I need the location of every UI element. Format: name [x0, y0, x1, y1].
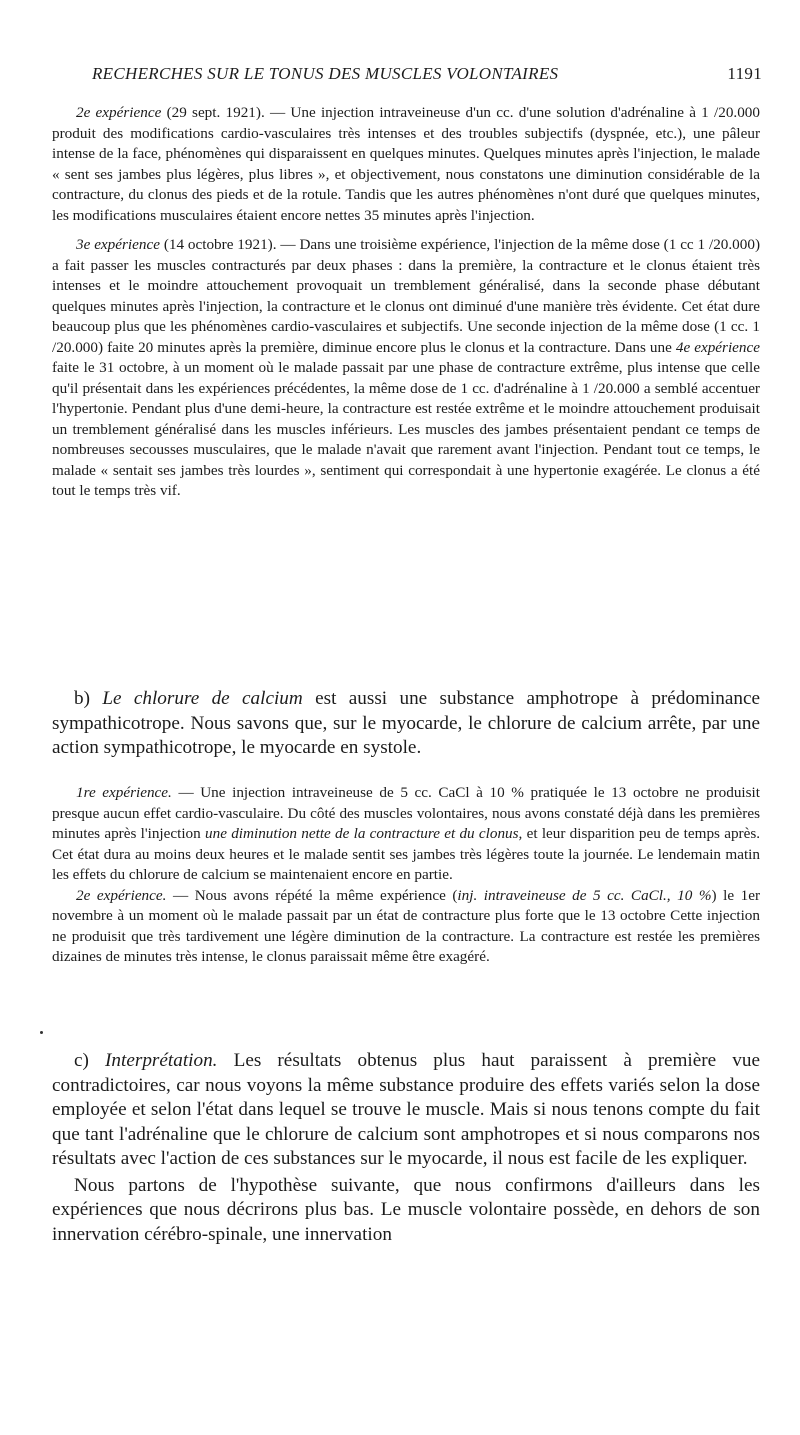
margin-mark — [40, 1031, 43, 1034]
experiment-text: ) le 1er novembre à un moment où le malade passait par un état de contracture plus forte que le 13 octobre Cette injection ne produisit que très tardivement une légère diminution de la contracture. La contracture est restée les premières dizaines de minutes très intense, le clonus paraissait même être exagéré. — [52, 886, 760, 965]
experiment-1-calcium — [52, 783, 760, 886]
experiment-block-calcium — [52, 783, 760, 968]
experiment-3-adrenaline — [52, 235, 760, 502]
experiment-emphasis: inj. intraveineuse de 5 cc. CaCl., 10 % — [457, 886, 712, 904]
experiment-4-label: 4e expérience — [675, 338, 760, 356]
running-header — [92, 64, 762, 84]
section-b — [52, 687, 760, 761]
experiment-text: — Nous avons répété la même expérience ( — [172, 886, 458, 904]
experiment-date: (14 octobre 1921). — [163, 236, 277, 253]
section-c-title: Interprétation. — [105, 1050, 218, 1071]
experiment-date: (29 sept. 1921). — [166, 104, 265, 121]
section-b-paragraph — [52, 687, 760, 761]
experiment-text: faite le 31 octobre, à un moment où le malade passait par une phase de contracture extrême, plus intense que celle qu'il présentait dans les expériences précédentes, la même dose de 1 cc. d'adrénaline à 1 /20.000 a semblé accentuer l'hypertonie. Pendant plus d'une demi-heure, la contracture est restée extrême et le moindre attouchement produisait un tremblement généralisé dans les muscles inférieurs. Les muscles des jambes présentaient pendant ce temps de nombreuses secousses musculaires, que le malade n'avait que rarement avant l'injection. Pendant tout ce temps, le malade « sentait ses jambes très lourdes », sentiment qui correspondait à une hypertonie exagérée. Le clonus a été tout le temps très vif. — [52, 359, 760, 499]
section-c-paragraph — [52, 1049, 760, 1172]
page-number: 1191 — [727, 64, 762, 83]
section-c-text: Les résultats obtenus plus haut paraissent à première vue contradictoires, car nous voyons la même substance produire des effets variés selon la dose employée et selon l'état dans lequel se trouve le muscle. Mais si nous tenons compte du fait que tant l'adrénaline que le chlorure de calcium sont amphotropes et si nous comparons nos résultats avec l'action de ces substances sur le myocarde, il nous est facile de les expliquer. — [52, 1050, 761, 1169]
section-b-text: est aussi une substance amphotrope à prédominance sympathicotrope. Nous savons que, sur le myocarde, le chlorure de calcium arrête, par une action sympathicotrope, le myocarde en systole. — [52, 688, 760, 758]
section-c — [52, 1049, 760, 1247]
experiment-2-calcium — [52, 886, 760, 968]
experiment-text: — Une injection intraveineuse de 5 cc. CaCl à 10 % pratiquée le 13 octobre ne produisit presque aucun effet cardio-vasculaire. Du côté des muscles volontaires, nous avons constaté déjà dans les premières minutes après l'injection — [52, 784, 760, 842]
experiment-label: 1re expérience. — [76, 784, 172, 801]
experiment-label: 2e expérience — [76, 104, 162, 121]
section-b-title: Le chlorure de calcium — [102, 688, 303, 709]
section-b-prefix: b) — [74, 688, 103, 709]
experiment-block-adrenaline — [52, 103, 760, 502]
experiment-label: 3e expérience — [76, 236, 160, 253]
experiment-label: 2e expérience. — [76, 886, 167, 904]
section-c-prefix: c) — [74, 1050, 106, 1071]
experiment-text: — Dans une troisième expérience, l'injection de la même dose (1 cc 1 /20.000) a fait passer les muscles contracturés par deux phases : dans la première, la contracture et le clonus étaient très intenses et le moindre attouchement provoquait un tremblement généralisé, dans la seconde phase débutant quelques minutes après l'injection, la contracture et le clonus ont diminué d'une manière très évidente. Cet état dure beaucoup plus que les phénomènes cardio-vasculaires et subjectifs. Une seconde injection de la même dose (1 cc. 1 /20.000) faite 20 minutes après la première, diminue encore plus le clonus et la contracture. Dans une — [52, 236, 761, 356]
final-paragraph: Nous partons de l'hypothèse suivante, que nous confirmons d'ailleurs dans les expériences que nous décrirons plus bas. Le muscle volontaire possède, en dehors de son innervation cérébro-spinale, une innervation — [52, 1174, 760, 1245]
running-title: RECHERCHES SUR LE TONUS DES MUSCLES VOLONTAIRES — [92, 64, 559, 83]
experiment-2-adrenaline — [52, 103, 760, 226]
experiment-emphasis: une diminution nette de la contracture et du clonus, — [205, 825, 523, 842]
experiment-text: — Une injection intraveineuse d'un cc. d'une solution d'adrénaline à 1 /20.000 produit des modifications cardio-vasculaires très intenses et des troubles subjectifs (dyspnée, etc.), une pâleur intense de la face, phénomènes qui disparaissent en quelques minutes. Quelques minutes après l'injection, le malade « sent ses jambes plus légères, plus libres », et objectivement, nous constatons une diminution considérable de la contracture, du clonus des pieds et de la rotule. Tandis que les autres phénomènes n'ont duré que quelques minutes, les modifications musculaires étaient encore nettes 35 minutes après l'injection. — [52, 104, 760, 224]
experiment-text: et leur disparition peu de temps après. Cet état dura au moins deux heures et le malade sentit ses jambes très légères toute la journée. Le lendemain matin les effets du chlorure de calcium se maintenaient encore en partie. — [52, 825, 761, 883]
